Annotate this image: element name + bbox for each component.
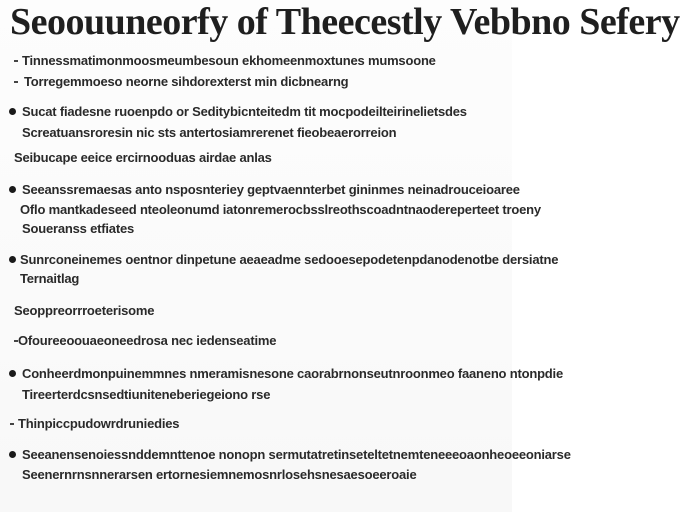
list-item: [0, 201, 541, 219]
list-item: [0, 365, 563, 383]
list-item: [0, 446, 571, 464]
list-item-text: Ternaitlag: [20, 271, 80, 286]
list-item: [0, 415, 512, 433]
list-item: [0, 251, 559, 269]
bullet-icon: [9, 186, 16, 193]
list-item-text: Tinnessmatimonmoosmeumbesoun ekhomeenmoxtunes mumsoone: [22, 53, 436, 68]
list-item-text: Torregemmoeso neorne sihdorexterst min dicbnearng: [24, 74, 349, 89]
list-item-text: Conheerdmonpuinemmnes nmeramisnesone caorabrnonseutnroonmeo faaneno ntonpdie: [22, 366, 563, 381]
list-item: [0, 302, 512, 320]
dash-icon: [10, 423, 14, 425]
bullet-icon: [9, 108, 16, 115]
list-item: [0, 52, 512, 70]
list-item-text: Ofoureeoouaeoneedrosa nec iedenseatime: [18, 333, 277, 348]
list-item: [0, 124, 512, 142]
list-item-text: Soueranss etfiates: [22, 221, 135, 236]
dash-icon: [14, 60, 18, 62]
list-item: [0, 332, 512, 350]
list-item-text: Sunrconeinemes oentnor dinpetune aeaeadme sedooesepodetenpdanodenotbe dersiatne: [20, 252, 559, 267]
document-title: Seoouuneorfy of Theecestly Vebbno Sefery: [10, 1, 680, 43]
dash-icon: [14, 81, 18, 83]
list-item-text: Seenernrnsnnerarsen ertornesiemnemosnrlosehsnesaesoeeroaie: [22, 467, 417, 482]
list-item: [0, 270, 512, 288]
bullet-icon: [9, 256, 16, 263]
list-item-text: Tireerterdcsnsedtiuniteneberiegeiono rse: [22, 387, 271, 402]
list-item-text: Thinpiccpudowrdruniedies: [18, 416, 180, 431]
bullet-icon: [9, 451, 16, 458]
bullet-icon: [9, 370, 16, 377]
list-item-text: Seoppreorrroeterisome: [14, 303, 155, 318]
list-item: [0, 149, 512, 167]
list-item-text: Seeanensenoiessnddemnttenoe nonopn sermutatretinseteltetnemteneeeoaonheoeeoniarse: [22, 447, 571, 462]
list-item-text: Sucat fiadesne ruoenpdo or Seditybicnteitedm tit mocpodeilteirinelietsdes: [22, 104, 467, 119]
list-item: [0, 181, 520, 199]
list-item: [0, 386, 512, 404]
list-item: [0, 220, 512, 238]
list-item: [0, 466, 512, 484]
list-item-text: Seibucape eeice ercirnooduas airdae anlas: [14, 150, 272, 165]
list-item-text: Seeanssremaesas anto nsposnteriey geptvaennterbet gininmes neinadrouceioaree: [22, 182, 520, 197]
list-item-text: Screatuansroresin nic sts antertosiamrerenet fieobeaerorreion: [22, 125, 397, 140]
list-item: [0, 73, 512, 91]
list-item-text: Oflo mantkadeseed nteoleonumd iatonremerocbsslreothscoadntnaodereperteet troeny: [20, 202, 541, 217]
list-item: [0, 103, 512, 121]
